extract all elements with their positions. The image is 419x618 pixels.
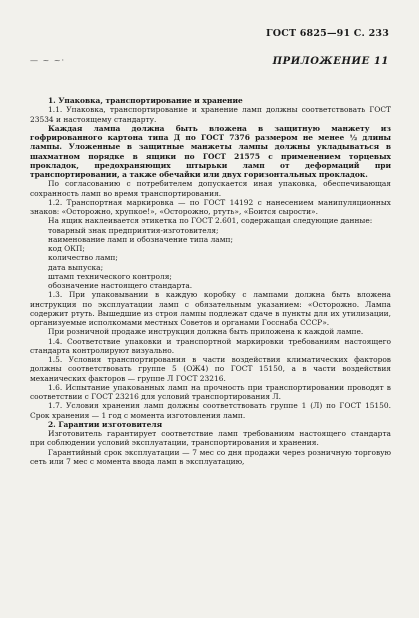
standard-reference: ГОСТ 6825—91 С. 233	[265, 28, 389, 39]
list-item: наименование ламп и обозначение типа ламп;	[48, 234, 233, 244]
paragraph: Гарантийный срок эксплуатации — 7 мес со дня продажи через розничную торговую сеть или 7 мес с момента ввода ламп в эксплуатацию,	[30, 447, 391, 466]
list-item: код ОКП;	[48, 244, 85, 253]
paragraph: Каждая лампа должна быть вложена в защитную манжету из гофрированного картона типа Д по ГОСТ 7376 размером не менее ½ длины лампы. Уложенные в защитные манжеты лампы должны укладываться в шахматном порядке в ящики по ГОСТ 21575 с применением торцевых прокладок, предохраняющих штырьки ламп от деформаций при транспортировании, а также обечайки или двух горизонтальных прокладок.	[30, 123, 391, 179]
paragraph: 1.3. При упаковывании в каждую коробку с лампами должна быть вложена инструкция по эксплуатации ламп с обязательным указанием: «Осторожно. Лампа содержит ртуть. Вышедшие из строя лампы подлежат сдаче в пункты для их утилизации, организуемые исполкомами местных Советов и органами Госснаба СССР».	[30, 290, 391, 327]
section-heading: 2. Гарантии изготовителя	[48, 419, 163, 429]
list-item: товарный знак предприятия-изготовителя;	[48, 225, 219, 235]
paragraph: Изготовитель гарантирует соответствие ламп требованиям настоящего стандарта при соблюдении условий эксплуатации, транспортирования и хранения.	[30, 429, 391, 448]
paragraph: 1.2. Транспортная маркировка — по ГОСТ 14192 с нанесением манипуляционных знаков: «Осторожно, хрупкое!», «Осторожно, ртуть», «Боится сырости».	[30, 197, 391, 216]
list-item: дата выпуска;	[48, 262, 104, 272]
section-heading: 1. Упаковка, транспортирование и хранение	[48, 96, 243, 105]
margin-marks: — ~ ~·	[30, 56, 66, 65]
paragraph: 1.5. Условия транспортирования в части воздействия климатических факторов должны соответствовать группе 5 (ОЖ4) по ГОСТ 15150, а в части воздействия механических факторов — группе Л ГОСТ 23216.	[30, 355, 391, 383]
list-item: штамп технического контроля;	[48, 271, 172, 281]
list-item: количество ламп;	[48, 253, 118, 263]
paragraph: 1.4. Соответствие упаковки и транспортной маркировки требованиям настоящего стандарта контролируют визуально.	[30, 336, 391, 355]
document-body	[30, 96, 391, 466]
paragraph: На ящик наклеивается этикетка по ГОСТ 2.601, содержащая следующие данные:	[48, 216, 373, 226]
list-item: обозначение настоящего стандарта.	[48, 281, 193, 290]
appendix-title: ПРИЛОЖЕНИЕ 11	[272, 56, 389, 67]
paragraph: По согласованию с потребителем допускается иная упаковка, обеспечивающая сохранность ламп во время транспортирования.	[30, 179, 391, 198]
paragraph: 1.1. Упаковка, транспортирование и хранение ламп должны соответствовать ГОСТ 23534 и настоящему стандарту.	[30, 105, 391, 124]
paragraph: При розничной продаже инструкция должна быть приложена к каждой лампе.	[48, 327, 364, 337]
paragraph: 1.6. Испытание упакованных ламп на прочность при транспортировании проводят в соответствии с ГОСТ 23216 для условий транспортирования Л.	[30, 382, 391, 401]
paragraph: 1.7. Условия хранения ламп должны соответствовать группе 1 (Л) по ГОСТ 15150. Срок хранения — 1 год с момента изготовления ламп.	[30, 401, 391, 420]
